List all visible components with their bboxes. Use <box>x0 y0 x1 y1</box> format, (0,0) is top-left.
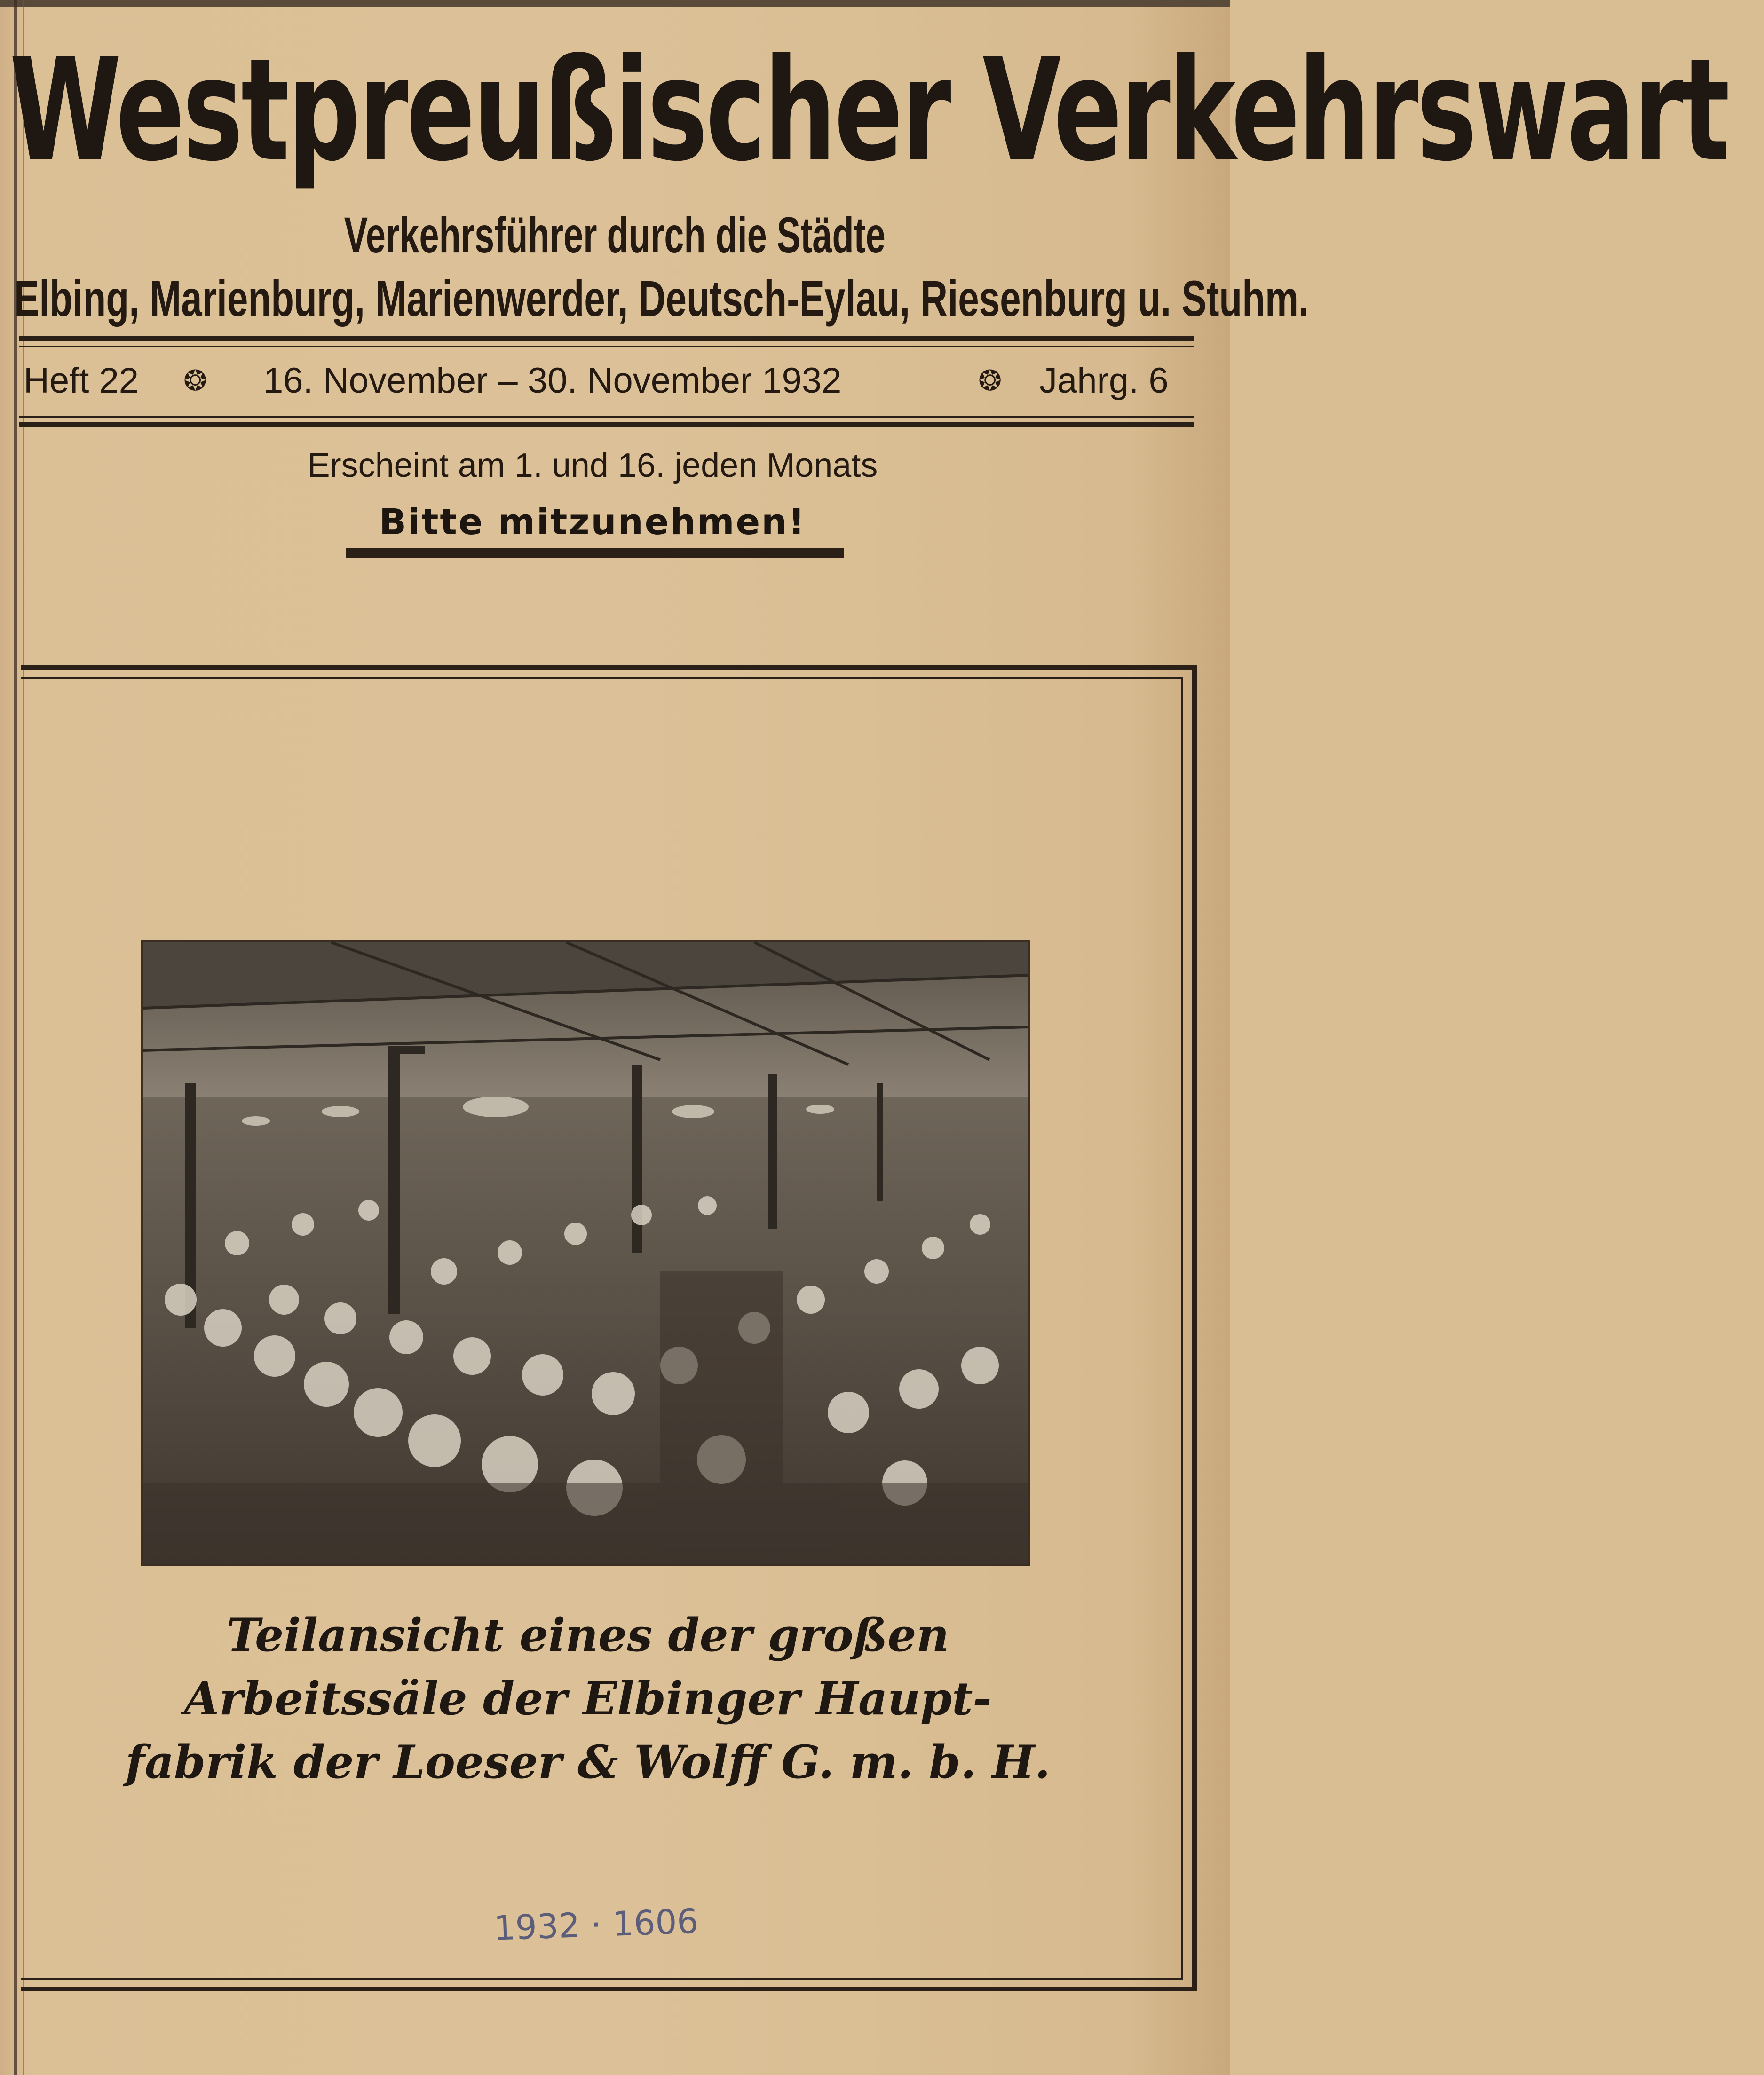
subheading-line-2: Elbing, Marienburg, Marienwerder, Deutsch-Eylau, Riesenburg u. Stuhm. <box>14 270 1309 327</box>
handwritten-archive-number: 1932 · 1606 <box>493 1901 699 1948</box>
page-top-edge <box>0 0 1230 7</box>
frame-right-outer <box>1192 665 1197 1991</box>
take-along-underline <box>346 548 844 558</box>
frame-top-outer <box>21 665 1197 670</box>
issue-number: Heft 22 <box>24 361 139 401</box>
frame-right-inner <box>1181 677 1183 1980</box>
rule-above-issue-bar-thin <box>19 346 1194 347</box>
rule-below-issue-bar-thin <box>19 416 1194 418</box>
rule-below-issue-bar <box>19 422 1194 427</box>
caption-line-3: fabrik der Loeser & Wolff G. m. b. H. <box>125 1736 1051 1789</box>
factory-hall-photo <box>141 940 1030 1566</box>
volume-number: Jahrg. 6 <box>1039 361 1169 401</box>
frame-bottom-outer <box>21 1987 1197 1991</box>
issue-dates: 16. November – 30. November 1932 <box>263 361 842 401</box>
frame-bottom-inner <box>21 1978 1183 1980</box>
ornament-icon: ❂ <box>183 365 207 396</box>
take-along-notice: Bitte mitzunehmen! <box>379 501 806 543</box>
caption-line-1: Teilansicht eines der großen <box>226 1609 949 1662</box>
rule-above-issue-bar <box>19 336 1194 341</box>
caption-line-2: Arbeitssäle der Elbinger Haupt- <box>184 1672 992 1725</box>
frame-top-inner <box>21 677 1183 679</box>
masthead-title: Westpreußischer Verkehrswart <box>9 28 1728 192</box>
subheading-line-1: Verkehrsführer durch die Städte <box>344 206 886 263</box>
publication-frequency: Erscheint am 1. und 16. jeden Monats <box>307 447 878 484</box>
issue-bar <box>19 357 1194 404</box>
ornament-icon: ❂ <box>978 365 1002 396</box>
photo-caption <box>118 1603 1058 1794</box>
